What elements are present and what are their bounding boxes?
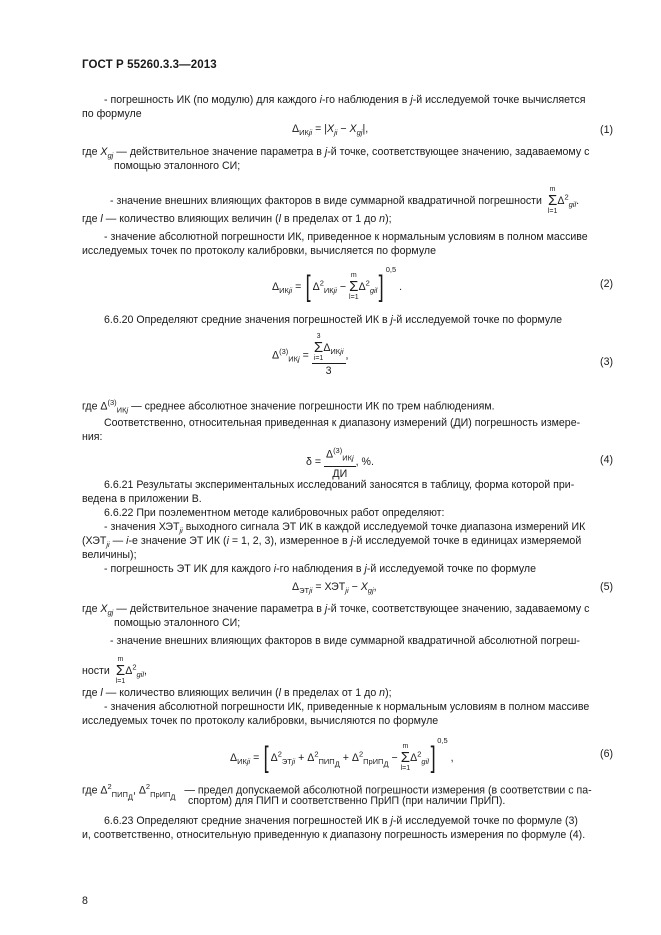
text-line: помощью эталонного СИ; [114, 617, 241, 629]
text-line: - погрешность ЭТ ИК для каждого i-го наблюдения в j-й исследуемой точке по формуле [104, 563, 536, 575]
equation-4: δ = $\frac{\Delta^{(3)}_{ИКj}}{ДИ}$ , %. [306, 446, 374, 480]
equation-number: (1) [600, 124, 613, 136]
equation-number: (5) [600, 581, 613, 593]
text-line: где l — количество влияющих величин (l в пределах от 1 до n); [82, 213, 392, 225]
text-line: где l — количество влияющих величин (l в пределах от 1 до n); [82, 687, 392, 699]
page-number: 8 [82, 895, 88, 907]
text-line: 6.6.22 При поэлементном методе калибровочных работ определяют: [104, 507, 445, 519]
text-line: ($ХЭТ_{ji}$ — i-е значение ЭТ ИК (i = 1, 2, 3), измеренное в j-й исследуемой точке в единицах измеряемой [82, 535, 582, 550]
text-line: исследуемых точек по протоколу калибровки, вычисляются по формуле [82, 715, 439, 727]
text-line: и, соответственно, относительную приведенную к диапазону погрешность измерения по формуле (4). [82, 829, 586, 841]
text-line: - значение внешних влияющих факторов в виде суммарной квадратичной погрешности m Σ $l=1\Delta^2_{gil}$. [110, 186, 580, 215]
text-line: 6.6.20 Определяют средние значения погрешностей ИК в j-й исследуемой точке по формуле [104, 314, 563, 326]
text-line: - значение внешних влияющих факторов в виде суммарной квадратичной абсолютной погреш- [110, 635, 580, 647]
text-line: исследуемых точек по протоколу калибровки, вычисляется по формуле [82, 245, 436, 257]
text-line: - значения $ХЭТ_{ji}$ выходного сигнала ЭТ ИК в каждой исследуемой точке диапазона измерений ИК [104, 521, 586, 536]
text-line: - значения абсолютной погрешности ИК, приведенные к нормальным условиям в полном массиве [104, 701, 590, 713]
text-line: спортом) для ПИП и соответственно ПрИП (при наличии ПрИП). [188, 795, 506, 807]
text-line: 6.6.23 Определяют средние значения погрешностей ИК в j-й исследуемой точке по формуле (3) [104, 815, 578, 827]
equation-6: $\Delta_{ИКji}$ = [ $\Delta^2_{ЭТji} + \Delta^2_{ПИП_Д} + \Delta^2_{ПрИП_Д} - m$ Σ $l=1\Delta^2_{gil}]^{0,5}$ , [230, 736, 454, 775]
equation-2: $\Delta_{ИКji}$ = [ $\Delta^2_{ИКji} - m$ Σ $l=1\Delta^2_{gil}]^{0,5}$ . [272, 265, 403, 304]
equation-3: $\Delta^{(3)}_{ИКj}$ = 3 Σ $i=1\Delta_{ИКji}$ 3 , [272, 333, 349, 377]
equation-number: (6) [600, 748, 613, 760]
text-line: - погрешность ИК (по модулю) для каждого i-го наблюдения в j-й исследуемой точке вычисляется [104, 94, 586, 106]
text-line: 6.6.21 Результаты экспериментальных исследований заносятся в таблицу, форма которой при- [104, 479, 575, 491]
equation-number: (4) [600, 454, 613, 466]
page-header: ГОСТ Р 55260.3.3—2013 [82, 59, 217, 71]
text-line: ности m Σ $l=1\Delta^2_{gil}$, [82, 656, 147, 685]
text-line: где $X_{gj}$ — действительное значение параметра в j-й точке, соответствующее значению, задаваемому с [82, 603, 590, 618]
text-line: где $\Delta^2_{ПИП_Д}$, $\Delta^2_{ПрИП_Д}$ — предел допускаемой абсолютной погрешности измерения (в соответствии с па- [82, 782, 592, 802]
equation-number: (2) [600, 278, 613, 290]
text-line: где $X_{gj}$ — действительное значение параметра в j-й точке, соответствующее значению, задаваемому с [82, 146, 590, 161]
text-line: помощью эталонного СИ; [114, 160, 241, 172]
text-line: по формуле [82, 108, 142, 120]
text-line: - значение абсолютной погрешности ИК, приведенное к нормальным условиям в полном массиве [104, 231, 588, 243]
equation-number: (3) [600, 356, 613, 368]
text-line: Соответственно, относительная приведенная к диапазону измерений (ДИ) погрешность измере- [104, 417, 581, 429]
equation-5: $\Delta_{ЭТji} = ХЭТ_{ji} - X_{gj}$, [292, 581, 377, 596]
text-line: ния: [82, 431, 103, 443]
text-line: величины); [82, 549, 137, 561]
text-line: где $\Delta^{(3)}_{ИКj}$ — среднее абсолютное значение погрешности ИК по трем наблюдениям. [82, 398, 495, 415]
equation-1: $\Delta_{ИКji} = |X_{ji} - X_{gj}|$, [292, 123, 369, 138]
text-line: ведена в приложении В. [82, 493, 202, 505]
